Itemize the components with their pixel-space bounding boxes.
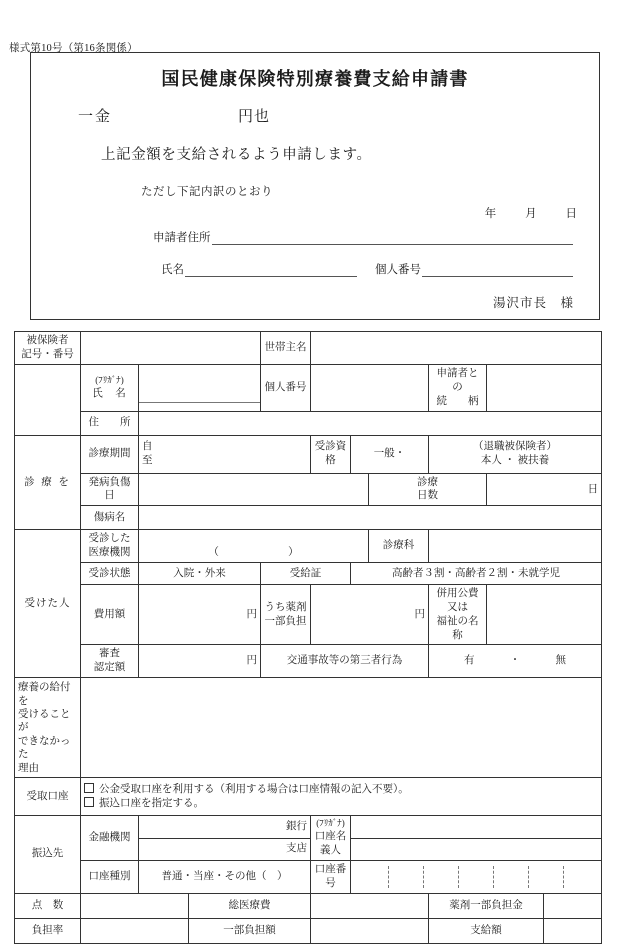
- cost-amount-value[interactable]: 円: [139, 585, 261, 645]
- cost-amount-label: 費用額: [81, 585, 139, 645]
- department-value[interactable]: [429, 530, 602, 563]
- applicant-name-label: 氏名: [161, 264, 184, 276]
- account-holder-furigana-value[interactable]: [351, 816, 602, 838]
- account-digit-cell[interactable]: [424, 866, 459, 888]
- furigana-divider: [139, 402, 260, 403]
- onset-date-value[interactable]: [139, 473, 369, 506]
- application-header-box: [30, 52, 600, 320]
- patient-address-value[interactable]: [139, 411, 602, 435]
- account-digit-cell[interactable]: [494, 866, 529, 888]
- checkbox-public-account[interactable]: [84, 783, 94, 793]
- account-number-cells[interactable]: [351, 860, 602, 893]
- treatment-period-value[interactable]: 自 至: [139, 435, 311, 473]
- account-number-grid: [354, 866, 598, 888]
- applicant-address-row: [153, 229, 573, 245]
- date-month-label: 月: [525, 208, 537, 220]
- checkbox-public-account-label: 公金受取口座を利用する（利用する場合は口座情報の記入不要）。: [99, 783, 409, 795]
- form-number: 様式第10号（第16条関係）: [9, 43, 138, 54]
- bank-name-value[interactable]: 銀行: [139, 816, 311, 838]
- amount-prefix-label: 一金: [78, 109, 113, 125]
- name-value[interactable]: [139, 365, 261, 412]
- partial-copay-value[interactable]: [311, 918, 429, 943]
- review-amount-value[interactable]: 円: [139, 645, 261, 678]
- declaration-text: 上記金額を支給されるよう申請します。: [101, 147, 372, 163]
- third-party-options[interactable]: [429, 645, 602, 678]
- account-digit-cell[interactable]: [564, 866, 598, 888]
- applicant-mynumber-label: 個人番号: [375, 264, 421, 276]
- treatment-period-label: 診療期間: [81, 435, 139, 473]
- partial-copay-label: 一部負担額: [189, 918, 311, 943]
- patient-block-label: 診 療 を: [15, 435, 81, 530]
- account-digit-cell[interactable]: [389, 866, 424, 888]
- table-row-treatment-period: [15, 435, 602, 473]
- table-row-receiving-account: [15, 778, 602, 816]
- eligibility-label: 受診資格: [311, 435, 351, 473]
- relation-value[interactable]: [487, 365, 602, 412]
- account-holder-name-value[interactable]: [351, 838, 602, 860]
- checkbox-specify-account-label: 振込口座を指定する。: [99, 797, 204, 809]
- insured-number-value[interactable]: [81, 332, 261, 365]
- table-row-institution: [15, 530, 602, 563]
- points-value[interactable]: [81, 893, 189, 918]
- institution-label: 受診した 医療機関: [81, 530, 139, 563]
- table-row-bank: [15, 816, 602, 838]
- reason-label: 療養の給付を 受けることが できなかった 理由: [15, 678, 81, 778]
- applicant-name-row: [161, 261, 573, 277]
- date-line: [485, 205, 577, 221]
- patient-address-label: 住 所: [81, 411, 139, 435]
- total-medical-cost-label: 総医療費: [189, 893, 311, 918]
- points-label: 点 数: [15, 893, 81, 918]
- table-row-points: [15, 893, 602, 918]
- certificate-options[interactable]: 高齢者３割・高齢者２割・未就学児: [351, 563, 602, 585]
- application-details-table: [14, 331, 602, 944]
- drug-copay-value[interactable]: 円: [311, 585, 429, 645]
- payment-amount-label: 支給額: [429, 918, 544, 943]
- relation-label: 申請者との 続 柄: [429, 365, 487, 412]
- breakdown-note: ただし下記内訳のとおり: [141, 186, 273, 198]
- onset-date-label: 発病負傷日: [81, 473, 139, 506]
- table-row-name: [15, 365, 602, 412]
- public-aid-label: 併用公費又は 福祉の名称: [429, 585, 487, 645]
- third-party-no[interactable]: 無: [555, 655, 567, 667]
- applicant-mynumber-input[interactable]: [422, 263, 573, 277]
- patient-block-label-2: 受けた人: [15, 530, 81, 678]
- table-row-onset-date: [15, 473, 602, 506]
- applicant-address-input[interactable]: [212, 231, 574, 245]
- copay-rate-value[interactable]: [81, 918, 189, 943]
- insured-number-label: 被保険者 記号・番号: [15, 332, 81, 365]
- total-medical-cost-value[interactable]: [311, 893, 429, 918]
- table-row-cost: [15, 585, 602, 645]
- third-party-label: 交通事故等の第三者行為: [261, 645, 429, 678]
- drug-copay-amount-value[interactable]: [544, 893, 602, 918]
- householder-name-value[interactable]: [311, 332, 602, 365]
- householder-name-label: 世帯主名: [261, 332, 311, 365]
- date-day-label: 日: [565, 208, 577, 220]
- page-title: 国民健康保険特別療養費支給申請書: [161, 69, 469, 89]
- applicant-name-input[interactable]: [185, 263, 357, 277]
- account-digit-cell[interactable]: [354, 866, 389, 888]
- treatment-days-value[interactable]: 日: [487, 473, 602, 506]
- visit-status-label: 受診状態: [81, 563, 139, 585]
- third-party-yes[interactable]: 有: [464, 655, 475, 667]
- disease-name-label: 傷病名: [81, 506, 139, 530]
- table-row-address: [15, 411, 602, 435]
- copay-rate-label: 負担率: [15, 918, 81, 943]
- review-amount-label: 審査 認定額: [81, 645, 139, 678]
- drug-copay-amount-label: 薬剤一部負担金: [429, 893, 544, 918]
- mynumber-value[interactable]: [311, 365, 429, 412]
- payment-amount-value[interactable]: [544, 918, 602, 943]
- certificate-label: 受給証: [261, 563, 351, 585]
- mynumber-label: 個人番号: [261, 365, 311, 412]
- table-row-account-type: [15, 860, 602, 893]
- department-label: 診療科: [369, 530, 429, 563]
- account-type-label: 口座種別: [81, 860, 139, 893]
- table-row-reason: [15, 678, 602, 778]
- third-party-dot: ・: [509, 655, 521, 667]
- reason-value[interactable]: [81, 678, 602, 778]
- treatment-days-label: 診療 日数: [369, 473, 487, 506]
- eligibility-general[interactable]: 一般・: [351, 435, 429, 473]
- drug-copay-label: うち薬剤 一部負担: [261, 585, 311, 645]
- institution-value[interactable]: （ ）: [139, 530, 369, 563]
- table-row-visit-status: [15, 563, 602, 585]
- receiving-account-label: 受取口座: [15, 778, 81, 816]
- checkbox-public-account-row[interactable]: [84, 783, 598, 797]
- applicant-address-label: 申請者住所: [153, 232, 211, 244]
- furigana-name-label: (ﾌﾘｶﾞﾅ) 氏 名: [81, 365, 139, 412]
- addressee-label: 湯沢市長 様: [492, 296, 574, 310]
- account-digit-cell[interactable]: [529, 866, 564, 888]
- transfer-to-label: 振込先: [15, 816, 81, 893]
- financial-institution-label: 金融機関: [81, 816, 139, 861]
- date-year-label: 年: [484, 208, 497, 220]
- checkbox-specify-account-row[interactable]: [84, 797, 598, 811]
- account-digit-cell[interactable]: [459, 866, 494, 888]
- eligibility-retired-options[interactable]: （退職被保険者） 本人 ・ 被扶養: [429, 435, 602, 473]
- receiving-account-options: [81, 778, 602, 816]
- table-row-copay-rate: [15, 918, 602, 943]
- amount-suffix-label: 円也: [238, 109, 271, 125]
- table-row-insured-number: [15, 332, 602, 365]
- checkbox-specify-account[interactable]: [84, 797, 94, 807]
- table-row-disease-name: [15, 506, 602, 530]
- disease-name-value[interactable]: [139, 506, 602, 530]
- account-type-options[interactable]: 普通・当座・その他（ ）: [139, 860, 311, 893]
- table-row-review-amount: [15, 645, 602, 678]
- account-holder-label: (ﾌﾘｶﾞﾅ) 口座名義人: [311, 816, 351, 861]
- visit-status-options[interactable]: 入院・外来: [139, 563, 261, 585]
- public-aid-value[interactable]: [487, 585, 602, 645]
- patient-block-label-top: [15, 365, 81, 436]
- branch-name-value[interactable]: 支店: [139, 838, 311, 860]
- account-number-label: 口座番号: [311, 860, 351, 893]
